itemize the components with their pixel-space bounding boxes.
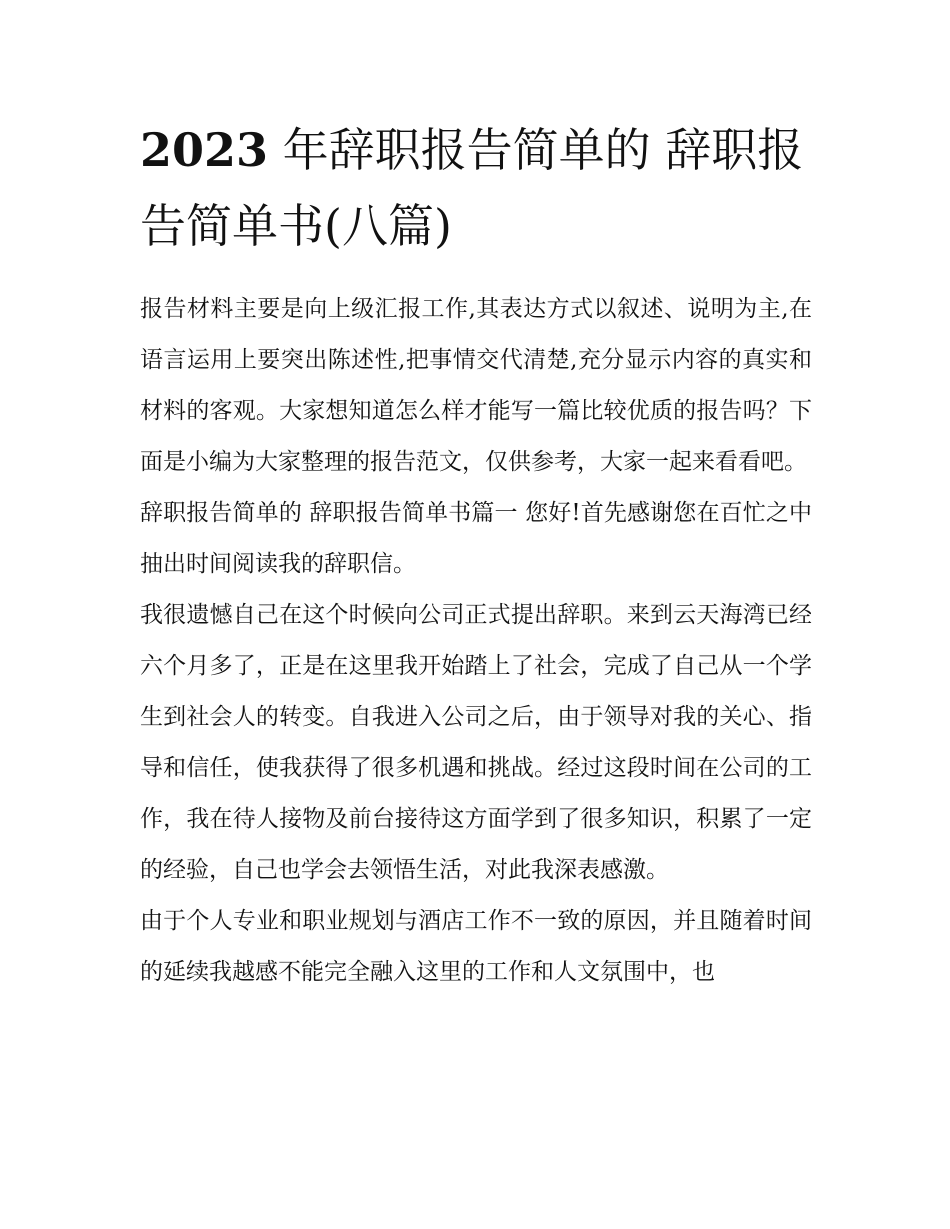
document-title xyxy=(140,112,812,264)
title-text: 年辞职报告简单的 辞职报告简单书(八篇) xyxy=(140,123,804,253)
section-one-opening: 辞职报告简单的 辞职报告简单书篇一 您好!首先感谢您在百忙之中抽出时间阅读我的辞职信。 xyxy=(140,500,812,577)
document-page xyxy=(140,112,812,998)
intro-paragraph: 报告材料主要是向上级汇报工作,其表达方式以叙述、说明为主,在语言运用上要突出陈述性,把事情交代清楚,充分显示内容的真实和材料的客观。大家想知道怎么样才能写一篇比较优质的报告吗？下面是小编为大家整理的报告范文，仅供参考，大家一起来看看吧。 xyxy=(140,296,812,475)
body-paragraph: 我很遗憾自己在这个时候向公司正式提出辞职。来到云天海湾已经六个月多了，正是在这里我开始踏上了社会，完成了自己从一个学生到社会人的转变。自我进入公司之后，由于领导对我的关心、指导和信任，使我获得了很多机遇和挑战。经过这段时间在公司的工作，我在待人接物及前台接待这方面学到了很多知识，积累了一定的经验，自己也学会去领悟生活，对此我深表感激。 xyxy=(140,602,812,883)
title-year: 2023 xyxy=(140,123,269,177)
body-paragraph: 由于个人专业和职业规划与酒店工作不一致的原因，并且随着时间的延续我越感不能完全融入这里的工作和人文氛围中，也 xyxy=(140,908,812,985)
